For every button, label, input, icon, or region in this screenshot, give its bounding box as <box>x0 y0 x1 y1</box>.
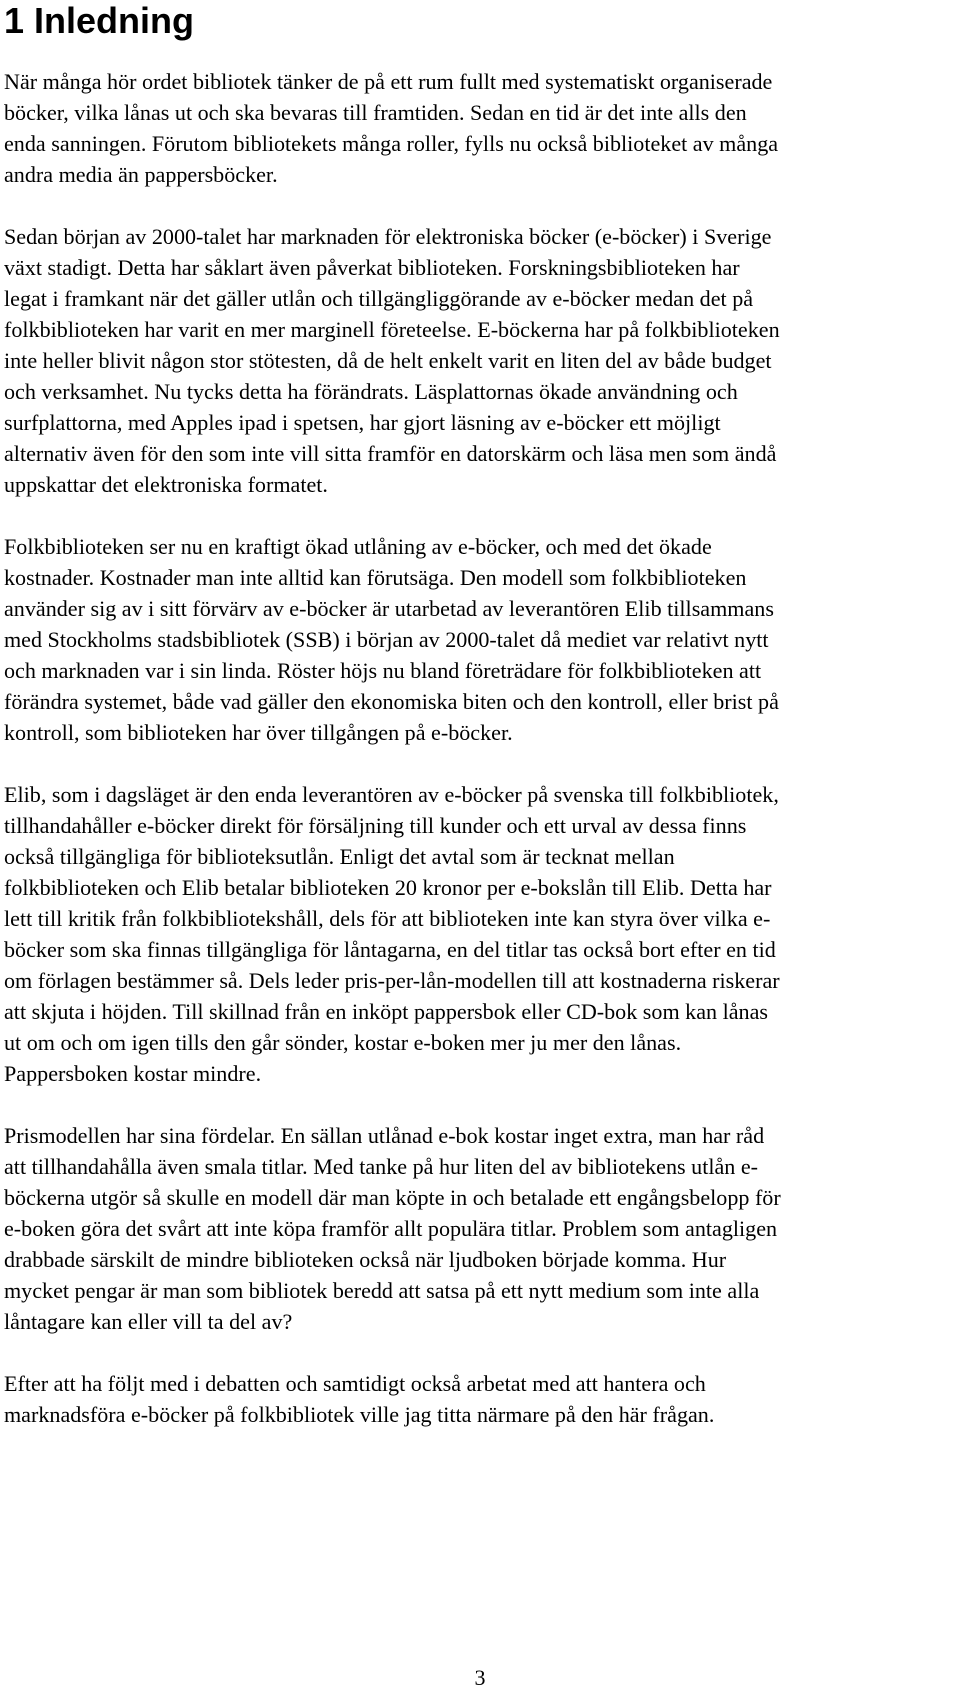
paragraph <box>4 221 954 500</box>
text-line: Sedan början av 2000-talet har marknaden för elektroniska böcker (e-böcker) i Sverige <box>4 224 772 249</box>
text-line: enda sanningen. Förutom bibliotekets många roller, fylls nu också biblioteket av många <box>4 131 779 156</box>
text-line: inte heller blivit någon stor stötesten, då de helt enkelt varit en liten del av både budget <box>4 348 772 373</box>
text-line: låntagare kan eller vill ta del av? <box>4 1309 293 1334</box>
text-line: om förlagen bestämmer så. Dels leder pris-per-lån-modellen till att kostnaderna riskerar <box>4 968 780 993</box>
text-line: att skjuta i höjden. Till skillnad från en inköpt pappersbok eller CD-bok som kan lånas <box>4 999 768 1024</box>
text-line: och verksamhet. Nu tycks detta ha förändrats. Läsplattornas ökade användning och <box>4 379 738 404</box>
text-line: folkbiblioteken och Elib betalar biblioteken 20 kronor per e-bokslån till Elib. Detta har <box>4 875 772 900</box>
text-line: Prismodellen har sina fördelar. En sällan utlånad e-bok kostar inget extra, man har råd <box>4 1123 765 1148</box>
text-line: e-boken göra det svårt att inte köpa framför allt populära titlar. Problem som antagligen <box>4 1216 778 1241</box>
text-line: mycket pengar är man som bibliotek beredd att satsa på ett nytt medium som inte alla <box>4 1278 760 1303</box>
chapter-heading: 1 Inledning <box>4 0 195 41</box>
text-line: förändra systemet, både vad gäller den ekonomiska biten och den kontroll, eller brist på <box>4 689 779 714</box>
text-line: och marknaden var i sin linda. Röster höjs nu bland företrädare för folkbiblioteken att <box>4 658 762 683</box>
text-line: också tillgängliga för biblioteksutlån. Enligt det avtal som är tecknat mellan <box>4 844 675 869</box>
page-number: 3 <box>474 1665 486 1690</box>
paragraph <box>4 531 954 748</box>
text-line: använder sig av i sitt förvärv av e-böcker är utarbetad av leverantören Elib tillsammans <box>4 596 774 621</box>
text-line: När många hör ordet bibliotek tänker de på ett rum fullt med systematiskt organiserade <box>4 69 773 94</box>
text-line: att tillhandahålla även smala titlar. Med tanke på hur liten del av bibliotekens utlån e- <box>4 1154 759 1179</box>
text-line: kostnader. Kostnader man inte alltid kan förutsäga. Den modell som folkbiblioteken <box>4 565 747 590</box>
text-line: ut om och om igen tills den går sönder, kostar e-boken mer ju mer den lånas. <box>4 1030 682 1055</box>
paragraph <box>4 1120 954 1337</box>
text-line: andra media än pappersböcker. <box>4 162 278 187</box>
text-line: folkbiblioteken har varit en mer marginell företeelse. E-böckerna har på folkbiblioteken <box>4 317 780 342</box>
paragraph <box>4 66 954 190</box>
text-line: marknadsföra e-böcker på folkbibliotek ville jag titta närmare på den här frågan. <box>4 1402 715 1427</box>
text-line: uppskattar det elektroniska formatet. <box>4 472 328 497</box>
text-line: med Stockholms stadsbibliotek (SSB) i början av 2000-talet då mediet var relativt nytt <box>4 627 769 652</box>
text-line: lett till kritik från folkbibliotekshåll, dels för att biblioteken inte kan styra över vilka e- <box>4 906 771 931</box>
text-line: legat i framkant när det gäller utlån och tillgängliggörande av e-böcker medan det på <box>4 286 754 311</box>
text-line: tillhandahåller e-böcker direkt för försäljning till kunder och ett urval av dessa finns <box>4 813 747 838</box>
text-line: Efter att ha följt med i debatten och samtidigt också arbetat med att hantera och <box>4 1371 706 1396</box>
text-line: Elib, som i dagsläget är den enda leverantören av e-böcker på svenska till folkbibliotek, <box>4 782 779 807</box>
text-line: böckerna utgör så skulle en modell där man köpte in och betalade ett engångsbelopp för <box>4 1185 781 1210</box>
text-line: alternativ även för den som inte vill sitta framför en datorskärm och läsa men som ändå <box>4 441 777 466</box>
text-line: växt stadigt. Detta har såklart även påverkat biblioteken. Forskningsbiblioteken har <box>4 255 740 280</box>
text-line: Pappersboken kostar mindre. <box>4 1061 262 1086</box>
paragraph <box>4 779 954 1089</box>
text-line: Folkbiblioteken ser nu en kraftigt ökad utlåning av e-böcker, och med det ökade <box>4 534 712 559</box>
text-line: böcker, vilka lånas ut och ska bevaras till framtiden. Sedan en tid är det inte alls den <box>4 100 747 125</box>
text-line: drabbade särskilt de mindre biblioteken också när ljudboken började komma. Hur <box>4 1247 727 1272</box>
body-text <box>4 66 954 1461</box>
text-line: böcker som ska finnas tillgängliga för låntagarna, en del titlar tas också bort efter en tid <box>4 937 776 962</box>
text-line: kontroll, som biblioteken har över tillgången på e-böcker. <box>4 720 513 745</box>
text-line: surfplattorna, med Apples ipad i spetsen, har gjort läsning av e-böcker ett möjligt <box>4 410 721 435</box>
paragraph <box>4 1368 954 1430</box>
